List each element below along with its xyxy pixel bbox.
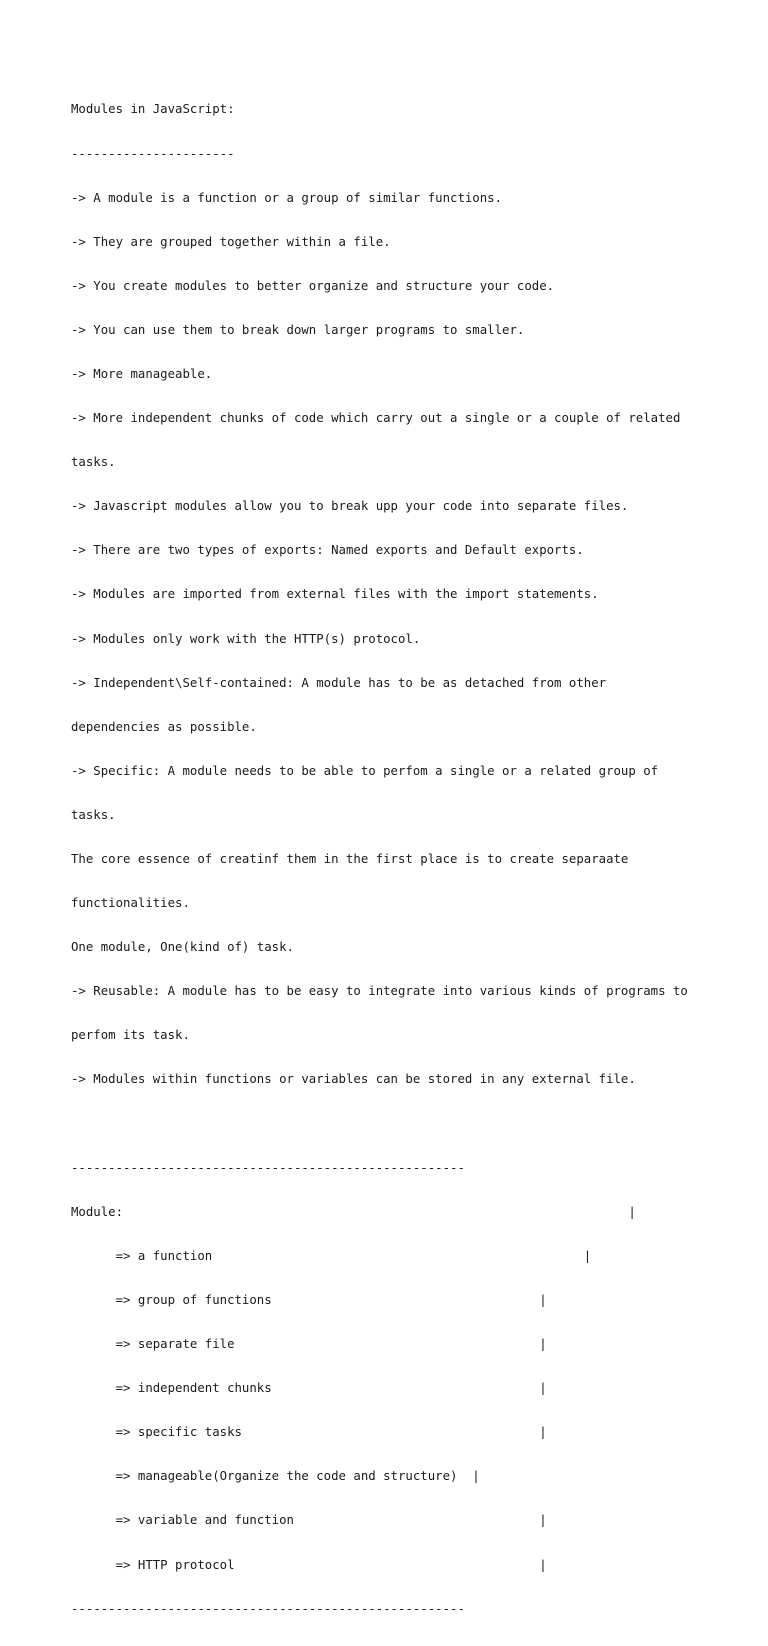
doc-line: -> Modules are imported from external files with the import statements.	[71, 587, 599, 602]
doc-line: One module, One(kind of) task.	[71, 940, 294, 955]
doc-line: => HTTP protocol |	[71, 1557, 547, 1572]
document-text	[71, 73, 711, 1646]
doc-line: ----------------------	[71, 146, 235, 161]
doc-line: -----------------------------------------------------	[71, 1160, 465, 1175]
doc-line: -----------------------------------------------------	[71, 1601, 465, 1616]
doc-line: -> More manageable.	[71, 366, 213, 381]
doc-line: -> They are grouped together within a file.	[71, 234, 391, 249]
doc-line: -> There are two types of exports: Named exports and Default exports.	[71, 543, 584, 558]
doc-line: => manageable(Organize the code and structure) |	[71, 1469, 480, 1484]
doc-line: Modules in JavaScript:	[71, 102, 235, 117]
doc-line: => specific tasks |	[71, 1425, 547, 1440]
doc-line: => a function |	[71, 1248, 592, 1263]
doc-line: -> Independent\Self-contained: A module has to be as detached from other	[71, 675, 607, 690]
doc-line: -> A module is a function or a group of similar functions.	[71, 190, 503, 205]
doc-line: tasks.	[71, 455, 116, 470]
doc-line: -> Specific: A module needs to be able to perfom a single or a related group of	[71, 763, 659, 778]
doc-line: => variable and function |	[71, 1513, 547, 1528]
doc-line: -> You can use them to break down larger programs to smaller.	[71, 322, 525, 337]
doc-line: Module: |	[71, 1204, 636, 1219]
doc-line: -> More independent chunks of code which carry out a single or a couple of related	[71, 411, 681, 426]
doc-line: -> Modules only work with the HTTP(s) protocol.	[71, 631, 421, 646]
doc-line: dependencies as possible.	[71, 719, 257, 734]
doc-line: -> Modules within functions or variables can be stored in any external file.	[71, 1072, 636, 1087]
doc-line: The core essence of creatinf them in the first place is to create separaate	[71, 852, 629, 866]
doc-line: -> Reusable: A module has to be easy to integrate into various kinds of programs to	[71, 984, 688, 999]
doc-line: -> You create modules to better organize and structure your code.	[71, 278, 555, 293]
doc-line: perfom its task.	[71, 1028, 190, 1043]
doc-line: -> Javascript modules allow you to break upp your code into separate files.	[71, 499, 629, 514]
doc-line: tasks.	[71, 807, 116, 822]
doc-line	[71, 1117, 711, 1132]
doc-line: => group of functions |	[71, 1292, 547, 1307]
doc-line: functionalities.	[71, 896, 190, 911]
doc-line: => separate file |	[71, 1337, 547, 1352]
doc-line: => independent chunks |	[71, 1381, 547, 1396]
